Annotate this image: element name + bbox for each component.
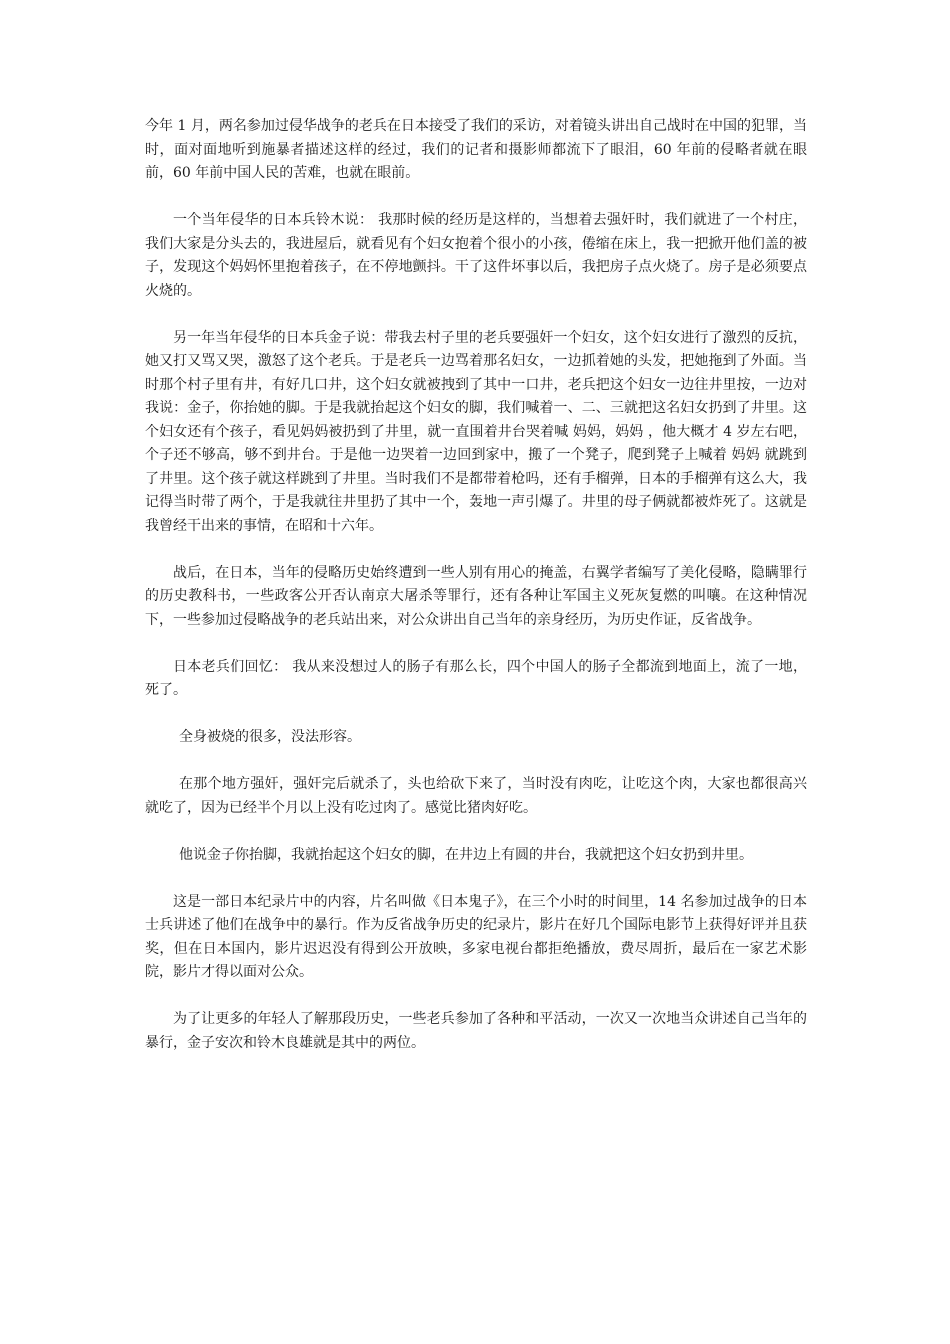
paragraph-quote-burned: 全身被烧的很多，没法形容。: [179, 729, 361, 745]
paragraph-suzuki-testimony: 一个当年侵华的日本兵铃木说： 我那时候的经历是这样的，当想着去强奸时，我们就进了一个村庄，我们大家是分头去的，我进屋后，就看见有个妇女抱着个很小的小孩，倦缩在床上，我一把掀开他们盖的被子，发现这个妈妈怀里抱着孩子，在不停地颤抖。干了这件坏事以后，我把房子点火烧了。房子是必须要点火烧的。: [145, 212, 807, 299]
paragraph-quote-well: 他说金子你抬脚，我就抬起这个妇女的脚，在井边上有圆的井台，我就把这个妇女扔到井里。: [179, 846, 753, 863]
paragraph-documentary: 这是一部日本纪录片中的内容，片名叫做《日本鬼子》，在三个小时的时间里，14 名参加过战争的日本士兵讲述了他们在战争中的暴行。作为反省战争历史的纪录片，影片在好几个国际电影节上获得好评并且获奖，但在日本国内，影片迟迟没有得到公开放映，多家电视台都拒绝播放，费尽周折，最后在一家艺术影院，影片才得以面对公众。: [145, 893, 807, 980]
paragraph-intro: 今年 1 月，两名参加过侵华战争的老兵在日本接受了我们的采访，对着镜头讲出自己战时在中国的犯罪，当时，面对面地听到施暴者描述这样的经过，我们的记者和摄影师都流下了眼泪，60 年前的侵略者就在眼前，60 年前中国人民的苦难，也就在眼前。: [145, 118, 807, 181]
paragraph-veterans-recall: 日本老兵们回忆： 我从来没想过人的肠子有那么长，四个中国人的肠子全都流到地面上，流了一地，死了。: [145, 658, 807, 698]
paragraph-quote-atrocity: 在那个地方强奸，强奸完后就杀了，头也给砍下来了，当时没有肉吃，让吃这个肉，大家也都很高兴就吃了，因为已经半个月以上没有吃过肉了。感觉比猪肉好吃。: [145, 776, 807, 816]
paragraph-kaneko-testimony: 另一年当年侵华的日本兵金子说：带我去村子里的老兵要强奸一个妇女，这个妇女进行了激烈的反抗，她又打又骂又哭，激怒了这个老兵。于是老兵一边骂着那名妇女，一边抓着她的头发，把她拖到了外面。当时那个村子里有井，有好几口井，这个妇女就被拽到了其中一口井，老兵把这个妇女一边往井里按，一边对我说：金子，你抬她的脚。于是我就抬起这个妇女的脚，我们喊着一、二、三就把这名妇女扔到了井里。这个妇女还有个孩子，看见妈妈被扔到了井里，就一直围着井台哭着喊 妈妈，妈妈 ，他大概才 4 岁左右吧，个子还不够高，够不到井台。于是他一边哭着一边回到家中，搬了一个凳子，爬到凳子上喊着 妈妈 就跳到了井里。这个孩子就这样跳到了井里。当时我们不是都带着枪吗，还有手榴弹，日本的手榴弹有这么大，我记得当时带了两个，于是我就往井里扔了其中一个，轰地一声引爆了。井里的母子俩就都被炸死了。这就是我曾经干出来的事情，在昭和十六年。: [145, 329, 807, 534]
paragraph-peace-activities: 为了让更多的年轻人了解那段历史，一些老兵参加了各种和平活动，一次又一次地当众讲述自己当年的暴行，金子安次和铃木良雄就是其中的两位。: [145, 1011, 807, 1051]
paragraph-postwar-context: 战后，在日本，当年的侵略历史始终遭到一些人别有用心的掩盖，右翼学者编写了美化侵略，隐瞒罪行的历史教科书，一些政客公开否认南京大屠杀等罪行，还有各种让军国主义死灰复燃的叫嚷。在这种情况下，一些参加过侵略战争的老兵站出来，对公众讲出自己当年的亲身经历，为历史作证，反省战争。: [145, 564, 807, 628]
article-body: [145, 115, 807, 1079]
